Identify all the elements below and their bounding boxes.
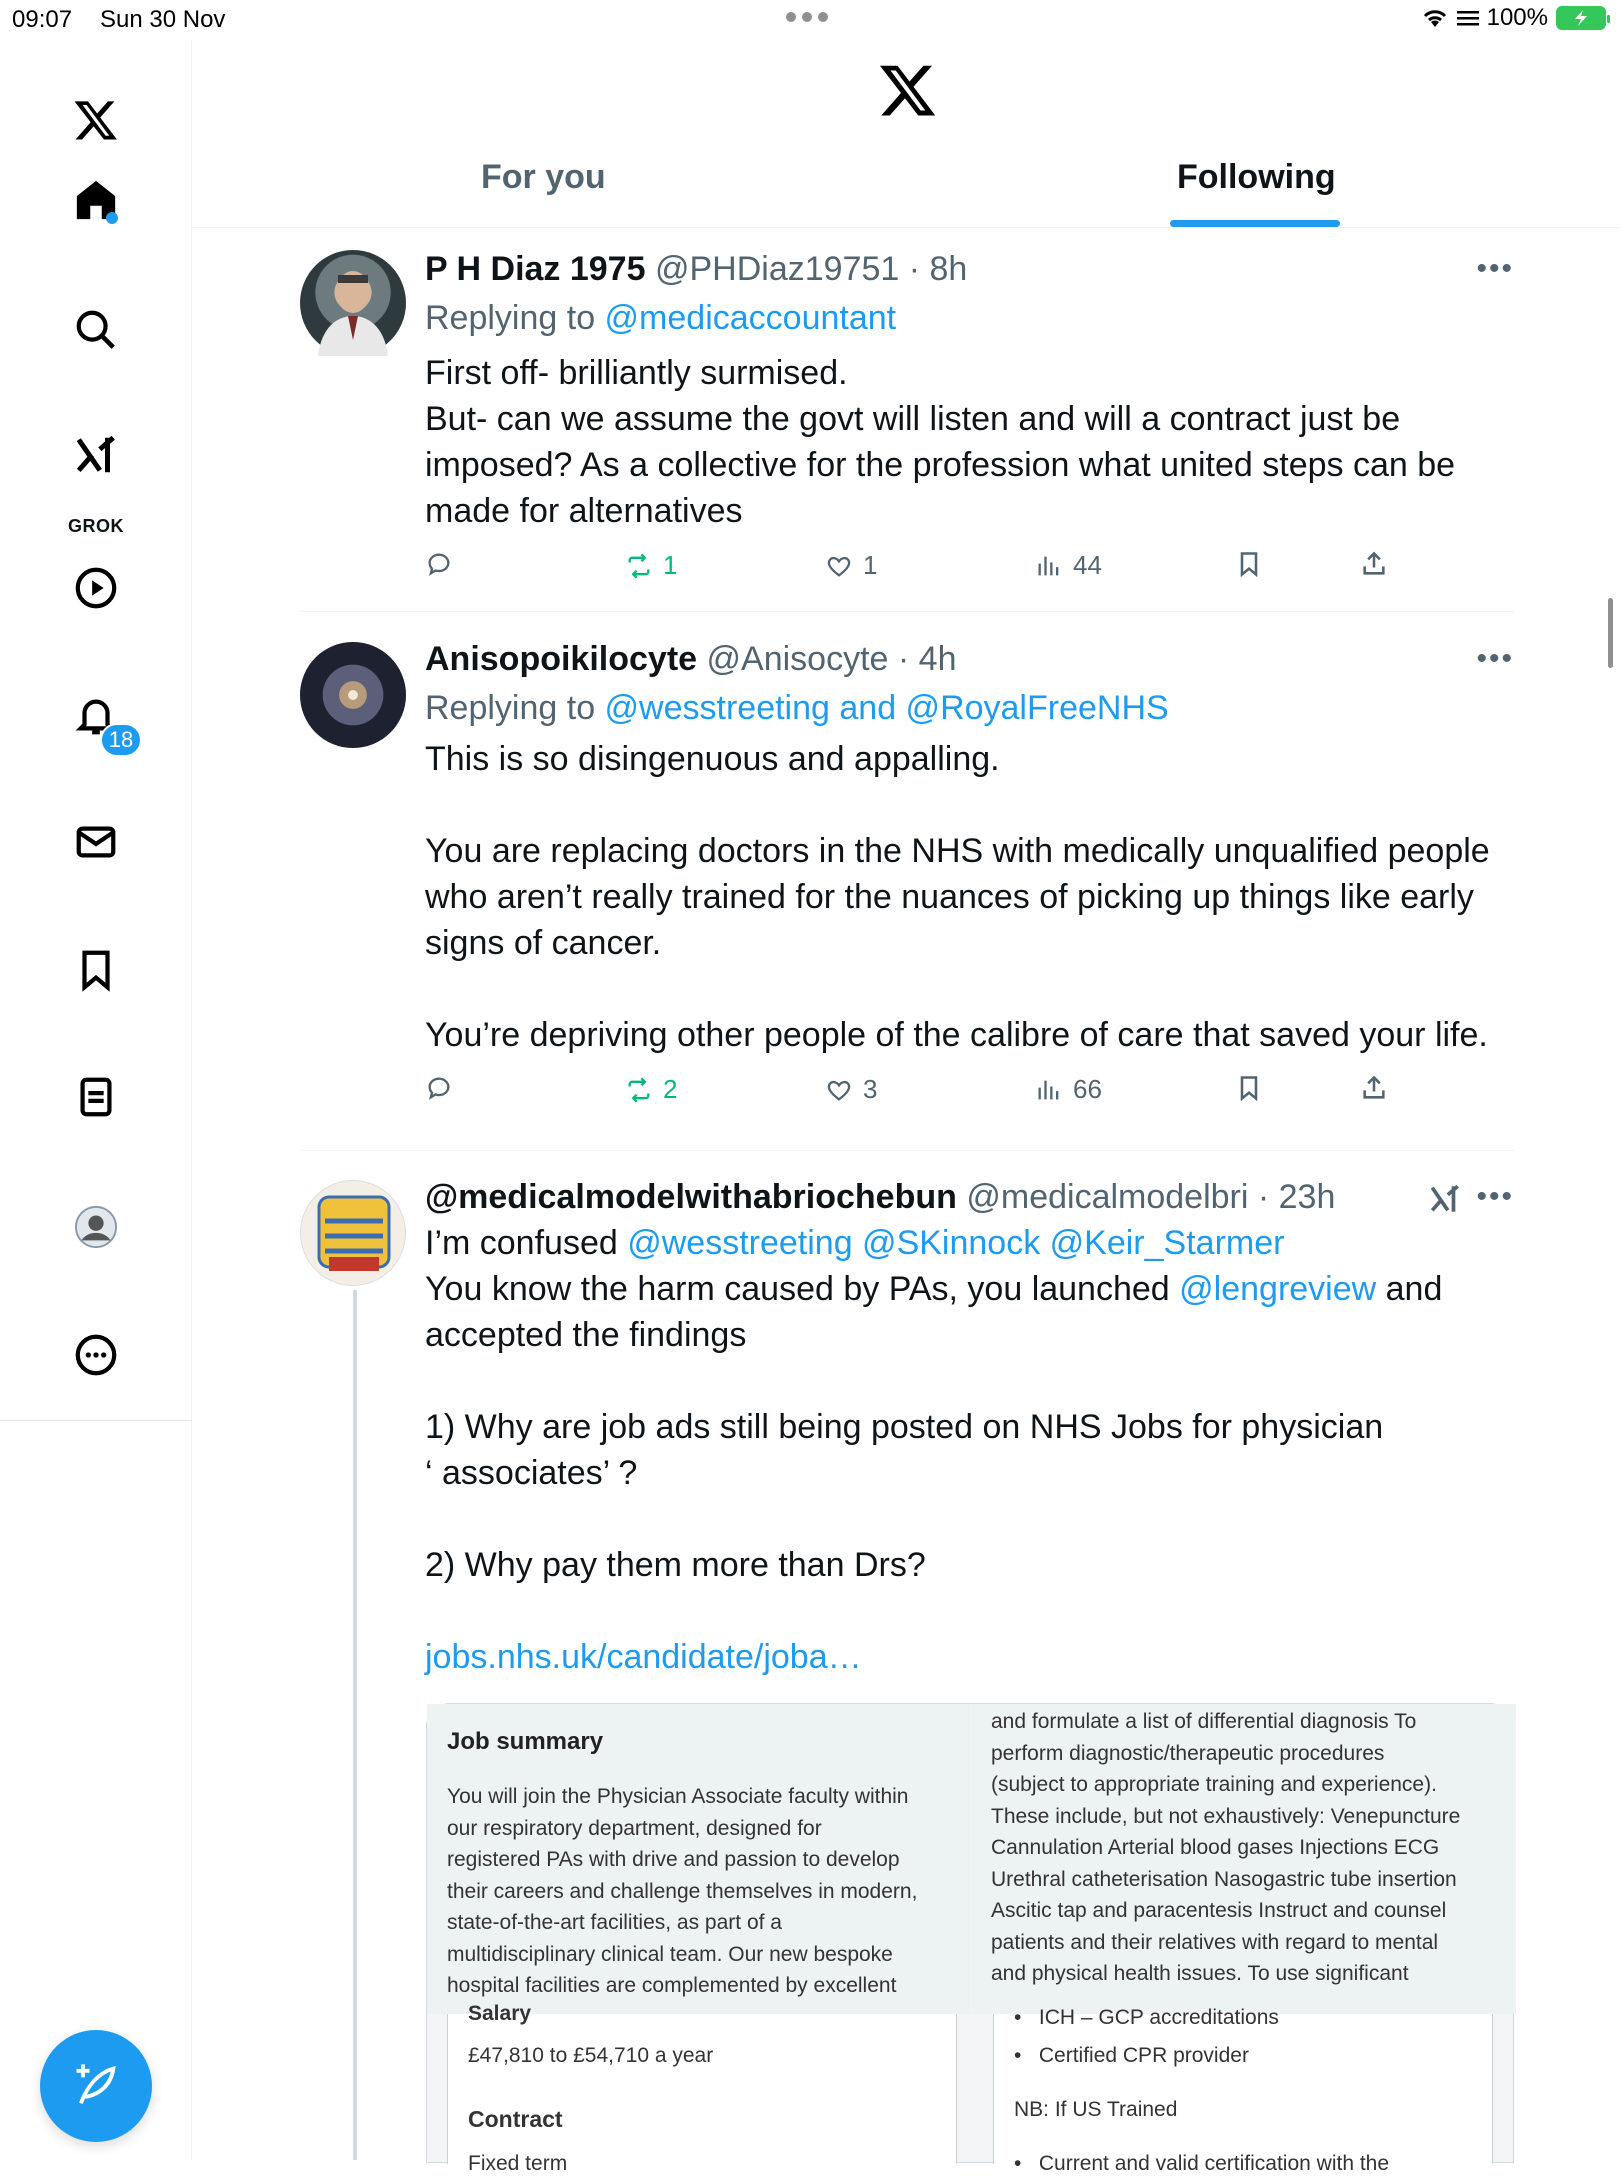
status-bar [0, 0, 1620, 40]
share-button[interactable] [1360, 1074, 1388, 1102]
sidebar-separator [0, 1420, 192, 1421]
more-menu-icon[interactable]: ••• [1476, 1180, 1514, 1213]
more-menu-icon[interactable]: ••• [1476, 252, 1514, 285]
timestamp[interactable]: 4h [918, 640, 957, 678]
timestamp[interactable]: 23h [1278, 1178, 1336, 1216]
reply-button[interactable] [425, 1074, 453, 1102]
job-duties-panel [972, 1704, 1516, 2014]
author-name[interactable]: P H Diaz 1975 [425, 250, 646, 288]
views-button[interactable] [1035, 550, 1102, 581]
tweet-divider [300, 611, 1514, 612]
mention-link[interactable]: @lengreview [1179, 1270, 1377, 1308]
lists-icon[interactable] [66, 1067, 126, 1127]
author-handle[interactable]: @medicalmodelbri [966, 1178, 1249, 1216]
messages-mail-icon[interactable] [66, 812, 126, 872]
repost-icon [625, 552, 653, 580]
tab-following[interactable]: Following [1177, 158, 1336, 196]
contract-value: Fixed term [468, 2152, 568, 2175]
list-icon [1457, 9, 1479, 27]
profile-avatar-icon[interactable] [66, 1197, 126, 1257]
repost-count: 2 [663, 1074, 678, 1104]
share-button[interactable] [1360, 550, 1388, 578]
like-button[interactable] [825, 550, 877, 581]
repost-button[interactable] [625, 550, 677, 581]
notifications-badge: 18 [100, 723, 142, 757]
requirement-item: • Current and valid certification with the [1014, 2152, 1390, 2175]
avatar[interactable] [300, 642, 406, 748]
author-handle[interactable]: @Anisocyte [706, 640, 889, 678]
tweet-text: First off- brilliantly surmised. But- can we assume the govt will listen and will a contract just be imposed? As a collective for the profession what united steps can be made for alternatives [425, 354, 1456, 530]
tweet-text: This is so disingenuous and appalling. You are replacing doctors in the NHS with medically unqualified people who aren’t really trained for the nuances of picking up things like early signs of cancer. You’re depriving other people of the calibre of care that saved your life. [425, 740, 1490, 1054]
author-name[interactable]: Anisopoikilocyte [425, 640, 698, 678]
timeline-header [193, 40, 1620, 228]
tab-for-you[interactable]: For you [481, 158, 606, 196]
share-icon [1360, 1074, 1388, 1102]
x-logo-icon[interactable] [878, 60, 938, 120]
reply-icon [425, 550, 453, 578]
grok-label: GROK [68, 516, 124, 536]
job-summary-text: You will join the Physician Associate faculty within our respiratory department, designed for registered PAs with drive and passion to develop their careers and challenge themselves in modern, state-of-the-art facilities, as part of a multidisciplinary clinical team. Our new bespoke hospital facilities are complemented by excellent [447, 1785, 918, 1997]
reply-mention-link[interactable]: @medicaccountant [604, 299, 897, 337]
tweet-actions [425, 550, 1514, 590]
reply-mention-link[interactable]: @wesstreeting and @RoyalFreeNHS [604, 689, 1169, 727]
compose-feather-icon [70, 2060, 122, 2112]
status-time: 09:07 [12, 6, 73, 33]
tweet[interactable]: P H Diaz 1975 @PHDiaz19751 · 8h ••• Replying to @medicaccountant First off- brilliantly surmised. But- can we assume the govt will listen and will a contract just be imposed? As a collective for the profession what united steps can be made for alternatives 1 1 44 [300, 248, 1514, 588]
job-summary-title: Job summary [447, 1728, 604, 1755]
tweet[interactable]: Anisopoikilocyte @Anisocyte · 4h ••• Replying to @wesstreeting and @RoyalFreeNHS This is so disingenuous and appalling. You are replacing doctors in the NHS with medically unqualified people who aren’t really trained for the nuances of picking up things like early signs of cancer. You’re depriving other people of the calibre of care that saved your life. 2 3 66 [300, 638, 1514, 1118]
tweet-actions [425, 1074, 1514, 1114]
video-icon[interactable] [66, 558, 126, 618]
views-chart-icon [1035, 1076, 1063, 1104]
job-requirements-panel [993, 2006, 1493, 2175]
grok-icon[interactable] [66, 425, 126, 485]
bookmark-button[interactable] [1235, 1074, 1263, 1102]
contract-heading: Contract [468, 2106, 563, 2132]
tweet-divider [300, 1150, 1514, 1151]
x-logo-icon[interactable] [66, 90, 126, 150]
salary-value: £47,810 to £54,710 a year [468, 2044, 714, 2067]
status-right [1421, 4, 1606, 32]
like-button[interactable] [825, 1074, 877, 1105]
mention-link[interactable]: @wesstreeting @SKinnock @Keir_Starmer [627, 1224, 1285, 1262]
requirement-item: • ICH – GCP accreditations [1014, 2006, 1279, 2029]
reply-icon [425, 1074, 453, 1102]
requirement-item: • Certified CPR provider [1014, 2044, 1249, 2067]
timestamp[interactable]: 8h [929, 250, 968, 288]
avatar[interactable] [300, 1180, 406, 1286]
like-count: 1 [863, 550, 878, 580]
reply-button[interactable] [425, 550, 453, 578]
sidebar-nav [0, 40, 192, 2160]
job-summary-panel [427, 1704, 971, 2014]
status-date: Sun 30 Nov [100, 6, 226, 33]
author-handle[interactable]: @PHDiaz19751 [654, 250, 900, 288]
views-chart-icon [1035, 552, 1063, 580]
share-icon [1360, 550, 1388, 578]
repost-button[interactable] [625, 1074, 677, 1105]
grok-icon[interactable] [1428, 1182, 1462, 1216]
heart-icon [825, 1076, 853, 1104]
like-count: 3 [863, 1074, 878, 1104]
repost-icon [625, 1076, 653, 1104]
more-options-icon[interactable] [66, 1325, 126, 1385]
view-count: 66 [1073, 1074, 1102, 1104]
active-tab-indicator [1170, 220, 1340, 227]
requirement-note: NB: If US Trained [1014, 2098, 1178, 2121]
wifi-icon [1421, 7, 1449, 29]
bookmarks-icon[interactable] [66, 940, 126, 1000]
scrollbar[interactable] [1608, 598, 1613, 668]
bookmark-button[interactable] [1235, 550, 1263, 578]
replying-to-label: Replying to [425, 689, 605, 727]
job-salary-panel [447, 2002, 957, 2175]
battery-icon [1556, 6, 1606, 30]
job-duties-text: and formulate a list of differential diagnosis To perform diagnostic/therapeutic procedures (subject to appropriate training and experience). These include, but not exhaustively: Venepuncture Cannulation Arterial blood gases Injections ECG Urethral catheterisation Nasogastric tube insertion Ascitic tap and paracentesis Instruct and counsel patients and their relatives with regard to mental and physical health issues. To use significant [991, 1710, 1461, 1985]
tweet-text: I’m confused @wesstreeting @SKinnock @Keir_Starmer You know the harm caused by PAs, you launched @lengreview and accepted the findings 1) Why are job ads still being posted on NHS Jobs for physician ‘ associates’ ? 2) Why pay them more than Drs? jobs.nhs.uk/candidate/joba… [425, 1224, 1443, 1676]
heart-icon [825, 552, 853, 580]
tweet[interactable]: @medicalmodelwithabriochebun @medicalmodelbri · 23h ••• I’m confused @wesstreeting @SKinnock @Keir_Starmer You know the harm caused by PAs, you launched @lengreview and accepted the findings 1) Why are job ads still being posted on NHS Jobs for physician ‘ associates’ ? 2) Why pay them more than Drs? jobs.nhs.uk/candidate/joba… [300, 1176, 1514, 2160]
multitasking-dots-icon[interactable] [786, 12, 828, 22]
author-name[interactable]: @medicalmodelwithabriochebun [425, 1178, 957, 1216]
bookmark-icon [1235, 550, 1263, 578]
bookmark-icon [1235, 1074, 1263, 1102]
home-unread-dot [106, 212, 118, 224]
view-count: 44 [1073, 550, 1102, 580]
more-menu-icon[interactable]: ••• [1476, 642, 1514, 675]
avatar[interactable] [300, 250, 406, 356]
search-icon[interactable] [66, 300, 126, 360]
replying-to-label: Replying to [425, 299, 605, 337]
salary-heading: Salary [468, 2002, 532, 2025]
views-button[interactable] [1035, 1074, 1102, 1105]
compose-post-button[interactable] [40, 2030, 152, 2142]
battery-percent: 100% [1486, 4, 1548, 31]
tweet-link[interactable]: jobs.nhs.uk/candidate/joba… [425, 1638, 862, 1676]
attached-image[interactable] [426, 1703, 1514, 2175]
repost-count: 1 [663, 550, 678, 580]
